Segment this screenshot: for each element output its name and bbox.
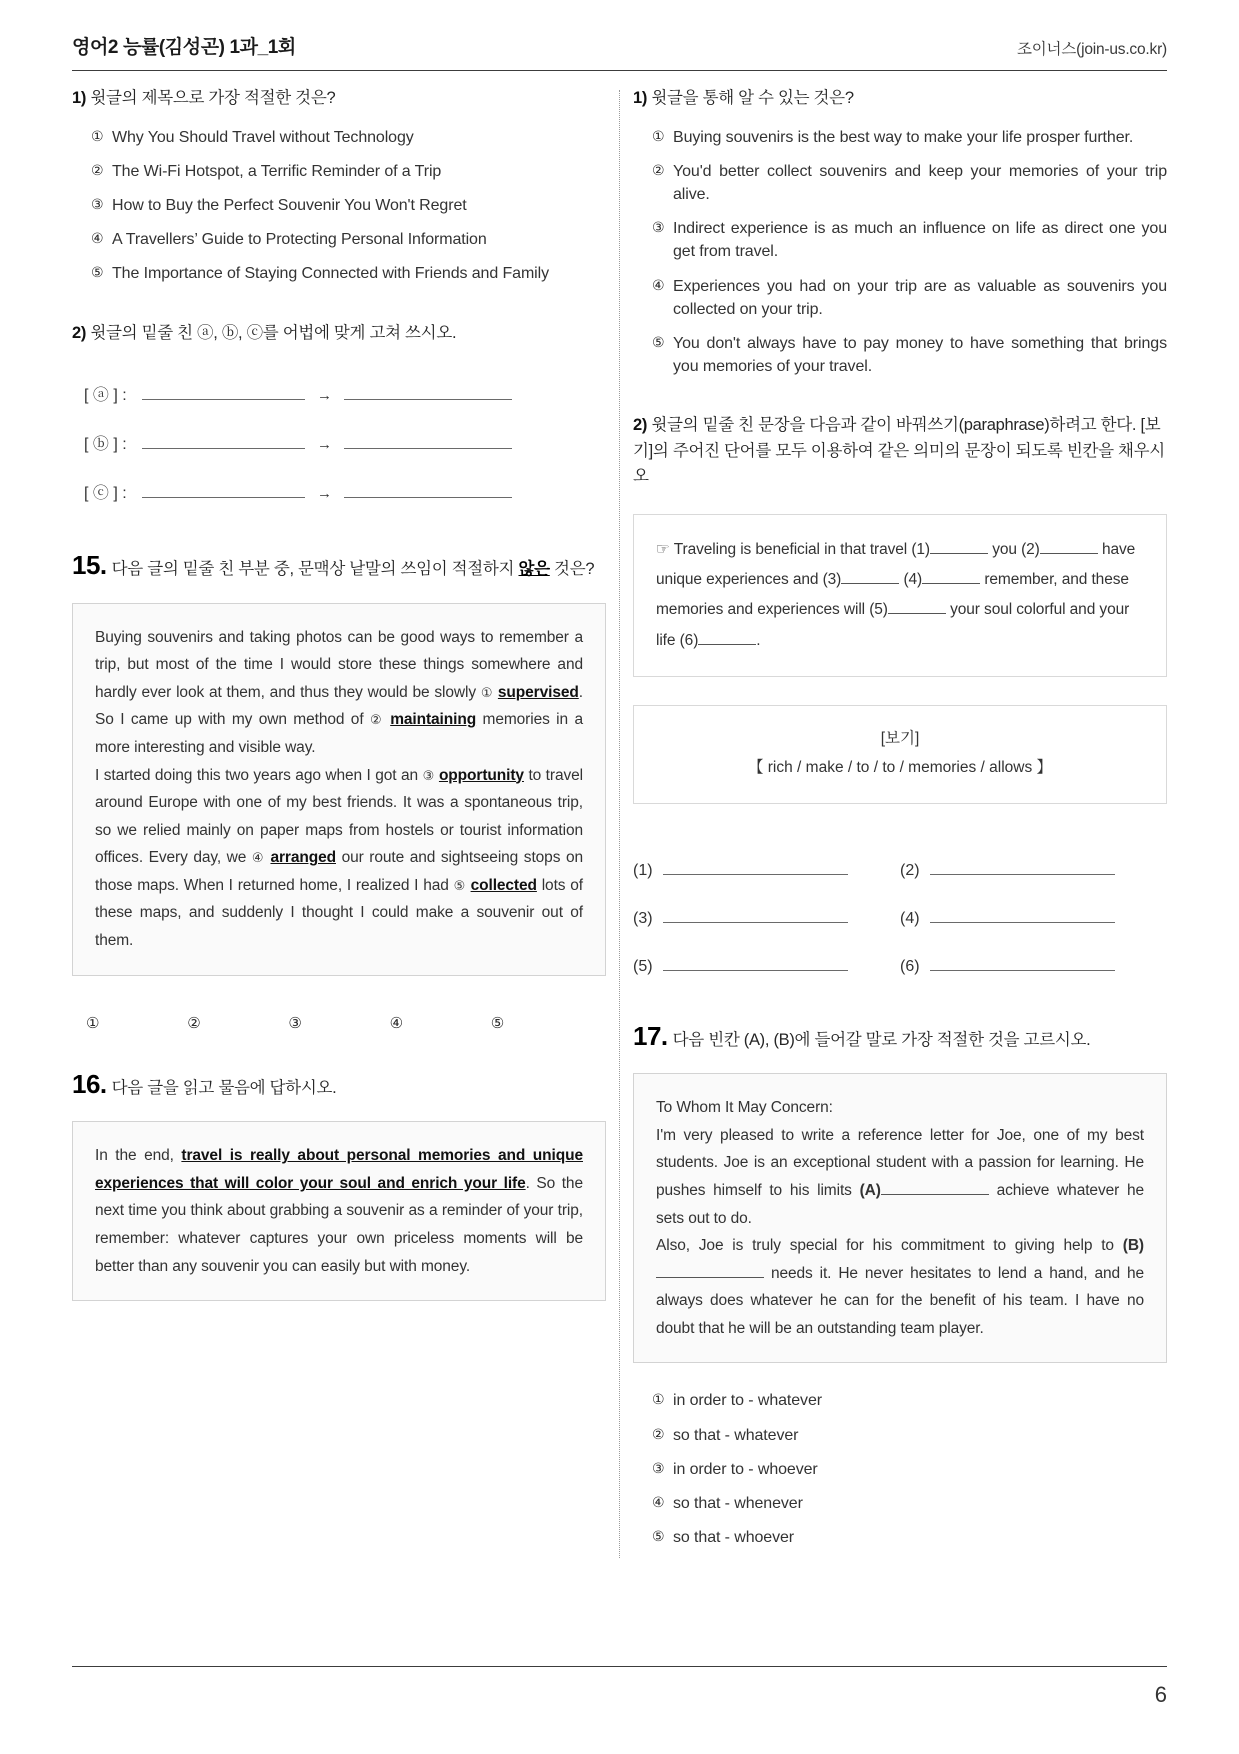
choice-text-1: in order to - whatever	[673, 1392, 822, 1410]
letter-para-1	[656, 1122, 1144, 1232]
page-number: 6	[1154, 1682, 1167, 1707]
p15-seg-b: . So I came up with my own method of	[95, 683, 583, 729]
row-label-c: [ ⓒ ] :	[84, 485, 127, 503]
answer-line-a-right[interactable]	[344, 386, 512, 400]
right-question-1	[633, 86, 1167, 378]
para-seg-5: remember, and these memories and experiences will (5)	[656, 571, 1129, 619]
row-label-a: [ ⓐ ] :	[84, 387, 127, 405]
left-q2-header	[72, 321, 606, 347]
right-q1-choice-2[interactable]	[633, 160, 1167, 206]
choice-marker-4: ④	[91, 230, 104, 247]
right-q1-number: 1)	[633, 89, 648, 107]
left-q2-row-b	[72, 431, 606, 454]
left-q1-choices	[72, 126, 606, 286]
right-q1-prompt: 윗글을 통해 알 수 있는 것은?	[651, 89, 854, 107]
choice-marker-4: ④	[652, 276, 665, 293]
right-q17-choice-1[interactable]	[633, 1389, 1167, 1412]
para-seg-2: you (2)	[988, 540, 1040, 558]
choice-marker-2: ②	[652, 1425, 665, 1442]
left-q15-prompt-part2: 것은?	[549, 560, 595, 579]
letter-seg-3: Also, Joe is truly special for his commitment to giving help to	[656, 1237, 1123, 1255]
answer-line-a-left[interactable]	[142, 386, 305, 400]
letter-seg-4: needs it. He never hesitates to lend a hand, and he always does whatever he can for the benefit of his team. I have no doubt that he will be an outstanding team player.	[656, 1264, 1144, 1337]
right-q17-number: 17.	[633, 1020, 668, 1051]
answer-line-c-left[interactable]	[142, 484, 305, 498]
left-q1-number: 1)	[72, 89, 87, 107]
fill-cell-6	[900, 956, 1167, 976]
right-question-2	[633, 413, 1167, 975]
fill-tag-1: (1)	[633, 861, 653, 879]
left-q2-prompt: 윗글의 밑줄 친 ⓐ, ⓑ, ⓒ를 어법에 맞게 고쳐 쓰시오.	[90, 323, 457, 342]
paraphrase-sentence	[656, 535, 1144, 656]
left-column	[72, 86, 606, 1646]
left-q15-passage-box	[72, 603, 606, 976]
p15-underline-2: maintaining	[390, 711, 477, 729]
left-q16-passage-box	[72, 1121, 606, 1301]
left-q16-passage-para	[95, 1142, 583, 1280]
p15-seg-e: to travel around Europe with one of my best friends. It was a spontaneous trip, so we relied mainly on paper maps from hostels or tourist information offices. Every day, we	[95, 766, 583, 867]
left-q15-prompt-emphasis: 않은	[518, 560, 550, 579]
left-q1-choice-5[interactable]	[72, 262, 606, 285]
p15-seg-g: lots of these maps, and suddenly I thought I could make a souvenir out of them.	[95, 876, 583, 950]
fill-tag-4: (4)	[900, 909, 920, 927]
para-seg-3: have unique experiences and (3)	[656, 540, 1136, 589]
left-question-2	[72, 321, 606, 504]
left-q1-prompt: 윗글의 제목으로 가장 적절한 것은?	[90, 89, 336, 107]
right-q1-choice-3[interactable]	[633, 217, 1167, 263]
footer-divider-rule	[72, 1666, 1167, 1667]
right-q2-fill-row-2	[633, 908, 1167, 928]
header-title: 영어2 능률(김성곤) 1과_1회	[72, 37, 296, 58]
answer-option-4[interactable]: ④	[389, 1014, 404, 1032]
right-q17-choice-5[interactable]	[633, 1526, 1167, 1549]
right-q2-bogi-box	[633, 705, 1167, 804]
choice-text-1: Why You Should Travel without Technology	[112, 128, 414, 146]
choice-marker-3: ③	[91, 195, 104, 212]
two-column-body	[72, 86, 1167, 1646]
right-q17-letter-box	[633, 1073, 1167, 1363]
right-q17-choice-3[interactable]	[633, 1458, 1167, 1481]
right-q1-choice-4[interactable]	[633, 275, 1167, 321]
letter-seg-2: achieve whatever he sets out to do.	[656, 1182, 1144, 1227]
left-q15-passage-para-2	[95, 762, 583, 955]
right-column	[633, 86, 1167, 1646]
fill-line-4[interactable]	[930, 908, 1115, 923]
left-q2-row-a	[72, 382, 606, 405]
left-q1-header	[72, 86, 606, 112]
choice-text-3: in order to - whoever	[673, 1460, 818, 1478]
fill-cell-2	[900, 860, 1167, 880]
right-q17-choice-2[interactable]	[633, 1424, 1167, 1447]
p16-seg-b: . So the next time you think about grabbing a souvenir as a reminder of your trip, remember: whatever captures your own priceless moments will be better than any souvenir you can easily but with money.	[95, 1174, 583, 1275]
choice-text-4: Experiences you had on your trip are as valuable as souvenirs you collected on your trip.	[673, 277, 1167, 318]
choice-text-2: The Wi-Fi Hotspot, a Terrific Reminder of a Trip	[112, 162, 442, 180]
choice-text-4: A Travellers’ Guide to Protecting Personal Information	[112, 231, 487, 249]
p15-marker-2: ②	[369, 712, 384, 728]
p15-underline-1: supervised	[497, 683, 579, 701]
answer-option-2[interactable]: ②	[187, 1014, 201, 1032]
fill-tag-3: (3)	[633, 909, 653, 927]
arrow-icon-c: →	[317, 485, 332, 503]
choice-marker-5: ⑤	[652, 1528, 665, 1545]
choice-marker-1: ①	[652, 1391, 665, 1408]
left-q1-choice-1[interactable]	[72, 126, 606, 149]
letter-para-2	[656, 1232, 1144, 1342]
p16-underline: travel is really about personal memories and unique experiences that will color your soul and enrich your life	[95, 1147, 583, 1192]
left-question-15	[72, 545, 606, 1032]
right-q1-choice-5[interactable]	[633, 332, 1167, 378]
bogi-label: [보기]	[880, 729, 920, 747]
right-q1-choices	[633, 126, 1167, 379]
left-q15-number: 15.	[72, 550, 107, 581]
choice-marker-1: ①	[652, 127, 665, 144]
fill-tag-6: (6)	[900, 957, 920, 975]
choice-text-5: so that - whoever	[673, 1529, 795, 1547]
p15-marker-4: ④	[251, 850, 265, 866]
left-q16-prompt: 다음 글을 읽고 물음에 답하시오.	[111, 1078, 337, 1097]
fill-tag-5: (5)	[633, 957, 653, 975]
para-seg-6: your soul colorful and your life (6)	[656, 601, 1130, 649]
fill-cell-1	[633, 860, 900, 880]
p16-seg-a: In the end,	[95, 1147, 182, 1165]
right-q2-number: 2)	[633, 416, 648, 435]
choice-text-3: How to Buy the Perfect Souvenir You Won't Regret	[112, 196, 467, 214]
choice-text-5: The Importance of Staying Connected with Friends and Family	[112, 265, 549, 283]
letter-salutation: To Whom It May Concern:	[656, 1099, 833, 1117]
column-gutter	[606, 86, 633, 1646]
choice-marker-4: ④	[652, 1494, 665, 1511]
p15-seg-a: Buying souvenirs and taking photos can be good ways to remember a trip, but most of the time I would store these things somewhere and hardly ever look at them, and thus they would be slowly	[95, 628, 583, 701]
header-divider-rule	[72, 70, 1167, 71]
fill-line-3[interactable]	[663, 908, 848, 923]
left-q2-row-c	[72, 480, 606, 503]
paraphrase-blank-1[interactable]	[930, 553, 988, 554]
right-question-17	[633, 1016, 1167, 1550]
para-seg-1: Traveling is beneficial in that travel (1)	[673, 540, 930, 558]
fill-line-2[interactable]	[930, 860, 1115, 875]
p15-marker-1: ①	[480, 684, 494, 700]
p15-seg-f: our route and sightseeing stops on those maps. When I returned home, I realized I had	[95, 849, 583, 894]
header-site-credit: 조이너스(join-us.co.kr)	[1017, 41, 1167, 58]
letter-blank-b-label: (B)	[1122, 1237, 1144, 1255]
right-q2-fill-row-1	[633, 860, 1167, 880]
paraphrase-blank-6[interactable]	[698, 644, 756, 645]
answer-option-1[interactable]: ①	[86, 1014, 100, 1032]
paraphrase-blank-4[interactable]	[922, 583, 980, 584]
paraphrase-blank-3[interactable]	[841, 583, 899, 584]
choice-marker-1: ①	[91, 127, 104, 144]
paraphrase-blank-5[interactable]	[888, 613, 946, 614]
left-q1-choice-4[interactable]	[72, 228, 606, 251]
right-q2-header	[633, 413, 1167, 490]
left-question-1	[72, 86, 606, 286]
left-q1-choice-2[interactable]	[72, 160, 606, 183]
p15-underline-5: collected	[470, 876, 537, 894]
arrow-icon-a: →	[317, 387, 332, 405]
fill-cell-4	[900, 908, 1167, 928]
page-header	[72, 32, 1167, 68]
letter-blank-a[interactable]	[881, 1194, 989, 1195]
right-q2-fill-row-3	[633, 956, 1167, 976]
answer-line-c-right[interactable]	[344, 484, 512, 498]
choice-marker-5: ⑤	[91, 264, 104, 281]
choice-marker-5: ⑤	[652, 333, 665, 350]
right-q1-header	[633, 86, 1167, 112]
left-q15-answer-strip	[72, 1014, 606, 1032]
para-seg-4: (4)	[899, 571, 923, 589]
choice-marker-2: ②	[91, 161, 104, 178]
right-q2-paraphrase-box	[633, 514, 1167, 677]
answer-option-5[interactable]: ⑤	[490, 1014, 505, 1032]
column-divider-line	[619, 90, 620, 1558]
right-q17-choices	[633, 1389, 1167, 1549]
left-question-16	[72, 1064, 606, 1301]
answer-line-b-right[interactable]	[344, 435, 512, 449]
right-q17-choice-4[interactable]	[633, 1492, 1167, 1515]
choice-text-5: You don't always have to pay money to have something that brings you memories of your travel.	[673, 334, 1167, 376]
choice-marker-3: ③	[652, 1459, 665, 1476]
left-q15-prompt-part1: 다음 글의 밑줄 친 부분 중, 문맥상 낱말의 쓰임이 적절하지	[111, 560, 519, 579]
choice-text-4: so that - whenever	[673, 1495, 803, 1513]
fill-line-5[interactable]	[663, 956, 848, 971]
left-q15-header	[72, 545, 606, 587]
fill-line-1[interactable]	[663, 860, 848, 875]
choice-text-2: You'd better collect souvenirs and keep your memories of your trip alive.	[673, 162, 1167, 203]
left-q16-number: 16.	[72, 1068, 107, 1099]
left-q1-choice-3[interactable]	[72, 194, 606, 217]
paraphrase-blank-2[interactable]	[1040, 553, 1098, 554]
left-q16-header	[72, 1064, 606, 1106]
row-label-b: [ ⓑ ] :	[84, 436, 127, 454]
fill-cell-5	[633, 956, 900, 976]
left-q15-passage-para-1	[95, 624, 583, 762]
answer-option-3[interactable]: ③	[288, 1014, 302, 1032]
choice-text-1: Buying souvenirs is the best way to make your life prosper further.	[673, 128, 1134, 146]
p15-seg-d: I started doing this two years ago when I got an	[95, 766, 423, 784]
letter-blank-a-label: (A)	[859, 1182, 881, 1200]
p15-underline-4: arranged	[270, 849, 336, 867]
letter-blank-b[interactable]	[656, 1277, 764, 1278]
fill-line-6[interactable]	[930, 956, 1115, 971]
bogi-word-list: 【 rich / make / to / to / memories / allows 】	[747, 759, 1053, 777]
p15-marker-5: ⑤	[453, 877, 466, 893]
arrow-icon-b: →	[317, 436, 332, 454]
fill-tag-2: (2)	[900, 861, 920, 879]
choice-marker-3: ③	[652, 219, 665, 236]
choice-text-3: Indirect experience is as much an influence on life as direct one you get from travel.	[673, 220, 1167, 261]
p15-underline-3: opportunity	[438, 766, 524, 784]
right-q17-header	[633, 1016, 1167, 1058]
answer-line-b-left[interactable]	[142, 435, 305, 449]
fill-cell-3	[633, 908, 900, 928]
left-q2-number: 2)	[72, 323, 87, 342]
pointing-hand-icon: ☞	[656, 540, 670, 558]
choice-marker-2: ②	[652, 161, 665, 178]
letter-seg-1: I'm very pleased to write a reference letter for Joe, one of my best students. Joe is an exceptional student with a passion for learning. He pushes himself to his limits	[656, 1126, 1144, 1200]
right-q1-choice-1[interactable]	[633, 126, 1167, 149]
choice-text-2: so that - whatever	[673, 1426, 799, 1444]
right-q17-prompt: 다음 빈칸 (A), (B)에 들어갈 말로 가장 적절한 것을 고르시오.	[672, 1030, 1091, 1049]
p15-marker-3: ③	[422, 767, 435, 783]
right-q2-prompt: 윗글의 밑줄 친 문장을 다음과 같이 바꿔쓰기(paraphrase)하려고 한다. [보기]의 주어진 단어를 모두 이용하여 같은 의미의 문장이 되도록 빈칸을 채우시오	[633, 416, 1165, 486]
para-seg-7: .	[756, 631, 761, 649]
p15-seg-c: memories in a more interesting and visible way.	[95, 711, 583, 756]
